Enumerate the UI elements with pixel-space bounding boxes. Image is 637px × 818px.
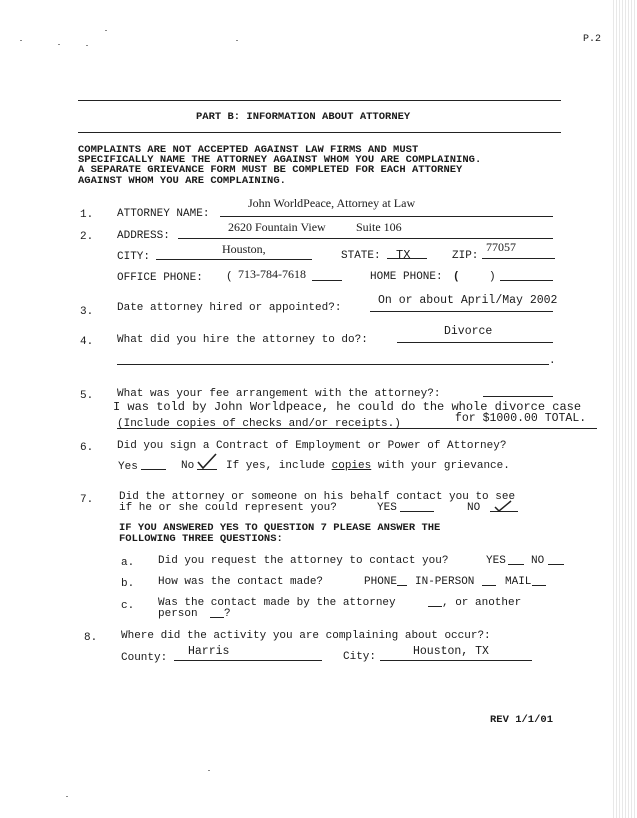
occurrence-city-label: City: (343, 651, 377, 663)
county-label: County: (121, 652, 168, 664)
occurrence-city-line (380, 660, 532, 661)
followup-c-person-blank[interactable] (210, 617, 224, 618)
contract-yes-blank[interactable] (141, 469, 166, 470)
scan-speck (236, 40, 238, 41)
state-value[interactable]: TX (396, 248, 411, 262)
followup-a-yes-label: YES (486, 555, 506, 567)
contact-line-1: Did the attorney or someone on his behalf contact you to see (119, 491, 516, 503)
q3-number: 3. (80, 306, 94, 318)
county-line (174, 660, 322, 661)
home-phone-close-paren: ) (489, 271, 496, 283)
q7-number: 7. (80, 494, 94, 506)
address-value[interactable]: 2620 Fountain View (228, 220, 326, 234)
followup-c-line-2-b: ? (224, 608, 231, 620)
fee-arrangement-label: What was your fee arrangement with the attorney?: (117, 388, 441, 400)
home-phone-open-paren: ( (453, 271, 460, 283)
occurrence-city-value[interactable]: Houston, TX (413, 645, 489, 658)
followup-b-person-blank[interactable] (482, 585, 496, 586)
hire-purpose-line (397, 342, 553, 343)
contract-label: Did you sign a Contract of Employment or Power of Attorney? (117, 440, 507, 452)
date-hired-value[interactable]: On or about April/May 2002 (378, 294, 558, 307)
address-label: ADDRESS: (117, 230, 170, 242)
occurrence-label: Where did the activity you are complaining about occur?: (121, 630, 491, 642)
office-phone-value[interactable]: 713-784-7618 (238, 267, 306, 281)
contact-line-2: if he or she could represent you? (119, 502, 337, 514)
top-rule (78, 100, 561, 101)
followup-b-mail-label: MAIL (505, 576, 532, 588)
attorney-name-line (220, 216, 553, 217)
followup-a-text: Did you request the attorney to contact you? (158, 555, 449, 567)
q1-number: 1. (80, 209, 94, 221)
followup-b-label: b. (121, 578, 135, 590)
office-phone-paren: ( (226, 271, 233, 283)
followup-b-phone-blank[interactable] (397, 585, 407, 586)
city-line (156, 259, 312, 260)
fee-answer-line-1[interactable]: I was told by John Worldpeace, he could do the whole divorce case (113, 400, 582, 414)
attorney-name-label: ATTORNEY NAME: (117, 208, 210, 220)
contact-no-label: NO (467, 502, 481, 514)
followup-c-label: c. (121, 600, 135, 612)
scan-speck (66, 796, 68, 797)
contract-no-checkmark-icon (196, 452, 218, 470)
fee-answer-line (117, 428, 597, 429)
followup-line-2: FOLLOWING THREE QUESTIONS: (119, 533, 283, 545)
followup-c-line-1-b: , or another (442, 597, 522, 609)
state-label: STATE: (341, 250, 381, 262)
contact-yes-blank[interactable] (400, 511, 434, 512)
followup-b-phone-label: PHONE (364, 576, 398, 588)
q5-number: 5. (80, 390, 94, 402)
scan-edge-stripe (613, 0, 637, 818)
scan-speck (208, 770, 210, 771)
followup-c-attorney-blank[interactable] (428, 606, 442, 607)
scan-speck (86, 45, 88, 46)
date-hired-label: Date attorney hired or appointed?: (117, 302, 342, 314)
revision-label: REV 1/1/01 (490, 714, 554, 726)
hire-purpose-value[interactable]: Divorce (444, 325, 493, 338)
office-phone-line (312, 280, 342, 281)
zip-value[interactable]: 77057 (486, 240, 516, 254)
q4-number: 4. (80, 336, 94, 348)
contact-no-checkmark-icon (493, 499, 513, 513)
address-line (178, 238, 553, 239)
office-phone-label: OFFICE PHONE: (117, 272, 203, 284)
contract-if-yes-pre: If yes, include (226, 460, 332, 472)
contract-if-yes-text (226, 460, 510, 472)
date-hired-line (370, 311, 553, 312)
zip-line (482, 258, 555, 259)
q6-number: 6. (80, 442, 94, 454)
followup-c-line-1-a: Was the contact made by the attorney (158, 597, 396, 609)
hire-purpose-label: What did you hire the attorney to do?: (117, 334, 368, 346)
hire-purpose-line-2 (117, 364, 549, 365)
intro-line-2: SPECIFICALLY NAME THE ATTORNEY AGAINST WHOM YOU ARE COMPLAINING. (78, 154, 482, 166)
contract-no-label: No (181, 460, 195, 472)
contract-if-yes-post: with your grievance. (371, 460, 510, 472)
intro-line-4: AGAINST WHOM YOU ARE COMPLAINING. (78, 175, 286, 187)
followup-a-no-blank[interactable] (548, 564, 564, 565)
page-number: P.2 (583, 34, 602, 45)
contract-yes-label: Yes (118, 461, 138, 473)
followup-a-no-label: NO (531, 555, 545, 567)
zip-label: ZIP: (452, 250, 479, 262)
followup-b-person-label: IN-PERSON (415, 576, 475, 588)
city-value[interactable]: Houston, (222, 242, 266, 256)
contract-copies-word: copies (331, 460, 372, 472)
home-phone-line[interactable] (500, 280, 553, 281)
fee-answer-line-2[interactable]: for $1000.00 TOTAL. (455, 412, 587, 425)
q2-number: 2. (80, 231, 94, 243)
followup-b-mail-blank[interactable] (532, 585, 546, 586)
part-title: PART B: INFORMATION ABOUT ATTORNEY (196, 111, 411, 123)
intro-line-3: A SEPARATE GRIEVANCE FORM MUST BE COMPLETED FOR EACH ATTORNEY (78, 164, 463, 176)
title-rule (78, 132, 561, 133)
home-phone-label: HOME PHONE: (370, 271, 443, 283)
scan-speck (58, 44, 60, 45)
contact-yes-label: YES (377, 502, 397, 514)
followup-c-line-2-a: person (158, 608, 198, 620)
followup-a-label: a. (121, 557, 135, 569)
fee-arrangement-line (483, 396, 553, 397)
followup-b-text: How was the contact made? (158, 576, 324, 588)
scan-speck (105, 30, 107, 31)
scan-speck (20, 40, 22, 41)
city-label: CITY: (117, 251, 151, 263)
followup-line-1: IF YOU ANSWERED YES TO QUESTION 7 PLEASE ANSWER THE (119, 522, 441, 534)
fee-include-note: (Include copies of checks and/or receipts.) (117, 418, 401, 430)
hire-purpose-trailing: . (549, 355, 556, 367)
county-value[interactable]: Harris (188, 645, 230, 658)
suite-value[interactable]: Suite 106 (356, 220, 402, 234)
q8-number: 8. (84, 632, 98, 644)
attorney-name-value[interactable]: John WorldPeace, Attorney at Law (248, 196, 416, 210)
intro-line-1: COMPLAINTS ARE NOT ACCEPTED AGAINST LAW FIRMS AND MUST (78, 144, 419, 156)
followup-a-yes-blank[interactable] (508, 564, 524, 565)
